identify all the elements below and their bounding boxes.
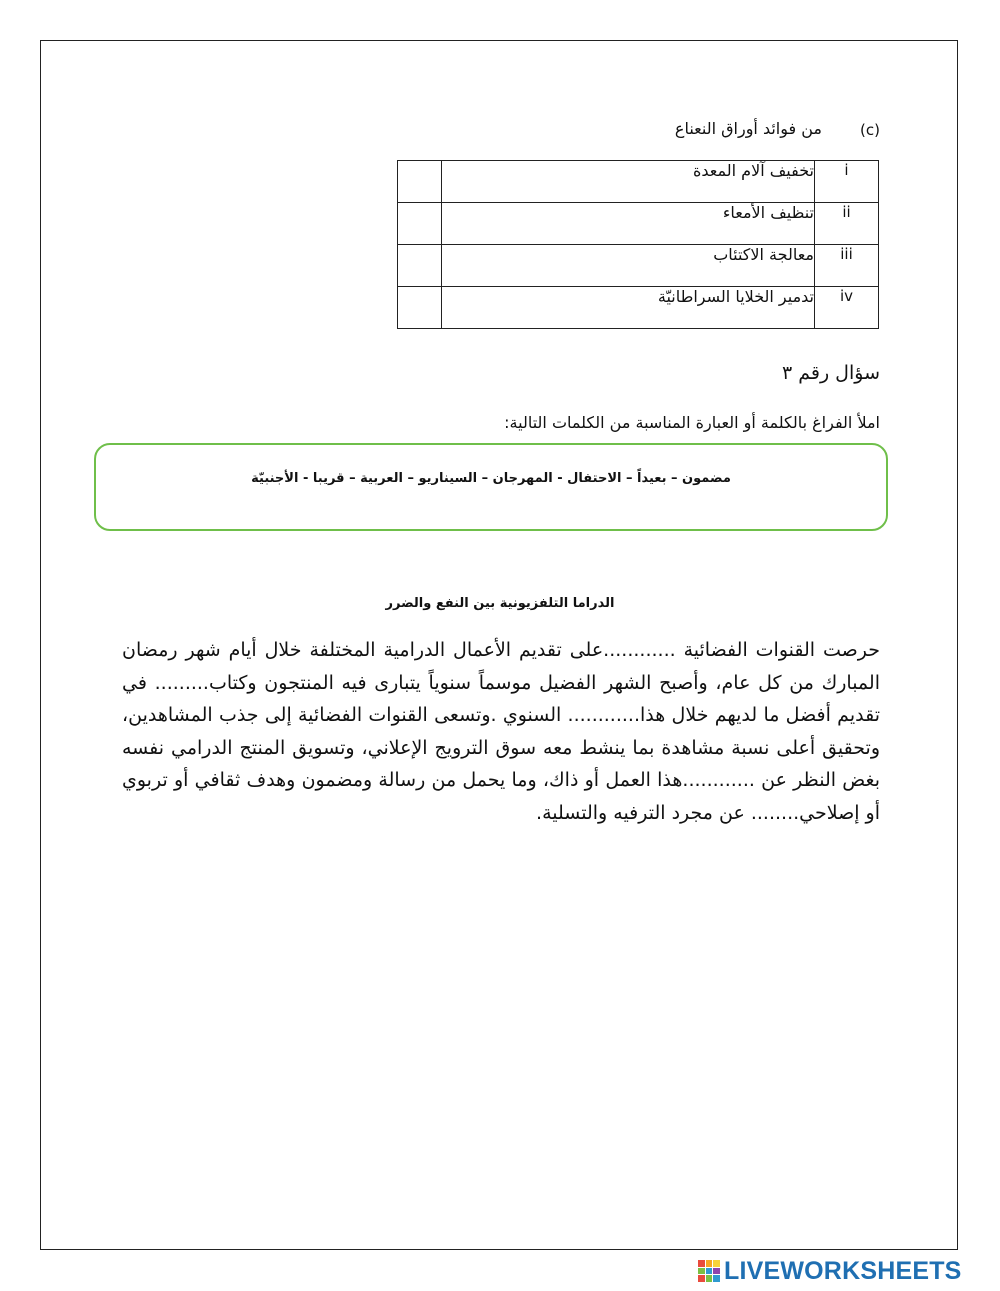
question-3-instruction: املأ الفراغ بالكلمة أو العبارة المناسبة من الكلمات التالية: [504,413,880,432]
question-3-title: سؤال رقم ٣ [781,362,880,384]
brand-name: LIVEWORKSHEETS [724,1256,962,1285]
option-number: iv [815,287,879,329]
option-number: ii [815,203,879,245]
option-row [398,161,879,203]
option-number: iii [815,245,879,287]
answer-checkbox[interactable] [398,203,442,245]
answer-checkbox[interactable] [398,245,442,287]
answer-checkbox[interactable] [398,161,442,203]
options-table [397,160,879,329]
option-row [398,287,879,329]
option-text: معالجة الاكتئاب [442,245,815,287]
liveworksheets-logo-icon [698,1260,720,1282]
passage-text: حرصت القنوات الفضائية ............على تقديم الأعمال الدرامية المختلفة خلال أيام شهر رمضان المبارك من كل عام، وأصبح الشهر الفضيل موسماً سنوياً يتبارى فيه المنتجون وكتاب......... في تقديم أفضل ما لديهم خلال هذا............ السنوي .وتسعى القنوات الفضائية إلى جذب المشاهدين، وتحقيق أعلى نسبة مشاهدة بما ينشط معه سوق الترويج الإعلاني، وتسويق المنتج الدرامي نفسه بغض النظر عن ............هذا العمل أو ذاك، وما يحمل من رسالة ومضمون وهدف ثقافي أو تربوي أو إصلاحي........ عن مجرد الترفيه والتسلية. [122,639,880,824]
option-text: تخفيف آلام المعدة [442,161,815,203]
option-text: تدمير الخلايا السراطانيّة [442,287,815,329]
question-c-title: من فوائد أوراق النعناع [674,119,822,138]
option-text: تنظيف الأمعاء [442,203,815,245]
word-bank-text: مضمون – بعيداً – الاحتفال - المهرجان – السيناريو – العربية – قريبا - الأجنبيّة [251,471,731,486]
answer-checkbox[interactable] [398,287,442,329]
question-c-label: (c) [860,121,880,139]
option-number: i [815,161,879,203]
option-row [398,203,879,245]
option-row [398,245,879,287]
footer-logo [698,1257,962,1285]
passage-title: الدراما التلفزيونية بين النفع والضرر [385,596,615,611]
word-bank [94,443,888,531]
